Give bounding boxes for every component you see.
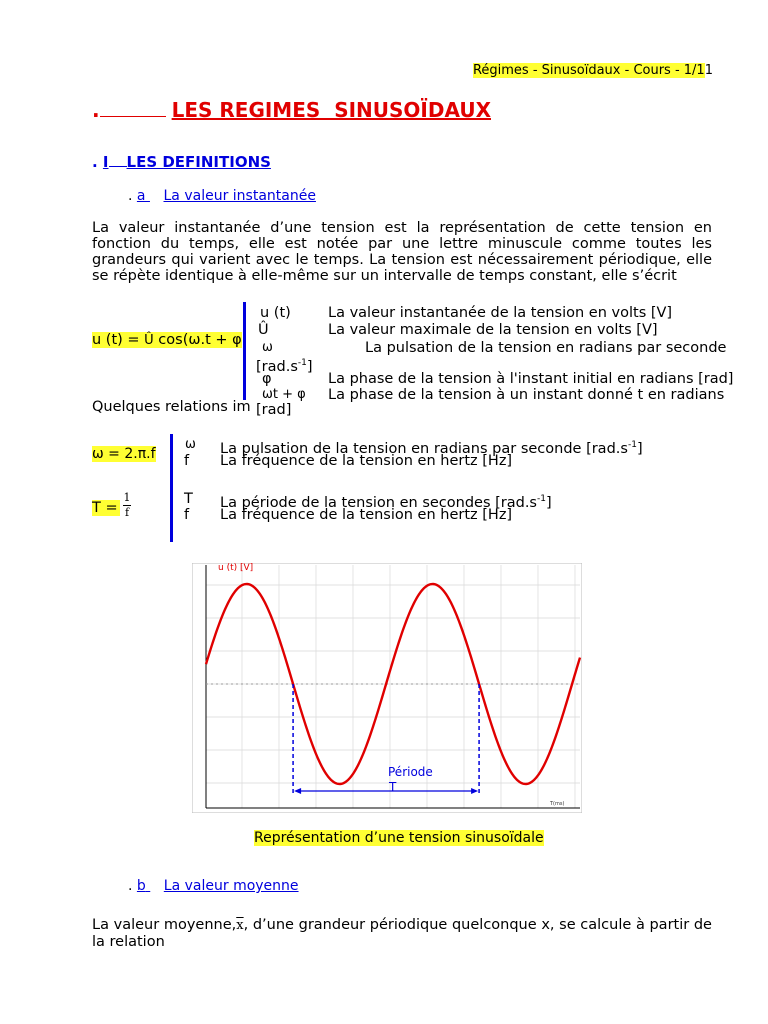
def-omega-text-0: La pulsation de la tension en radians par seconde $[rad.s^{-1}]$: [220, 440, 643, 457]
title-text: LES REGIMES SINUSOÏDAUX: [171, 98, 491, 122]
mean-symbol: $\overline{x}$: [236, 918, 244, 933]
definition-bar-omega: [170, 434, 173, 542]
sub-a-title: La valeur instantanée: [163, 188, 316, 204]
formula-t-left: T =: [92, 500, 118, 516]
sub-b-bullet: .: [128, 878, 137, 894]
def-u-symbol-2: ω: [262, 340, 273, 355]
sub-a-letter: a: [136, 188, 146, 204]
sine-figure: [192, 563, 582, 817]
mean-after: , d’une grandeur périodique quelconque x, se calcule à partir de la relation: [92, 917, 712, 950]
title-bullet: .: [92, 98, 100, 122]
relations-intro: Quelques relations im: [92, 399, 251, 415]
section-i-bullet: .: [92, 153, 103, 171]
formula-u-left: u (t) =: [92, 332, 145, 348]
subheading-b: [128, 878, 299, 894]
def-t-symbol-0: T: [184, 491, 193, 507]
running-header: [473, 63, 713, 78]
period-label-t: T: [389, 780, 397, 794]
formula-t-num: 1: [123, 491, 131, 504]
mean-before: La valeur moyenne,: [92, 917, 237, 933]
subheading-a: [128, 188, 316, 204]
def-omega-text-1: La fréquence de la tension en hertz [Hz]: [220, 453, 513, 469]
formula-t-fraction: [123, 491, 131, 519]
def-t-symbol-1: f: [184, 507, 190, 523]
section-i-gap: [109, 154, 127, 167]
formula-t-den: f: [124, 506, 130, 519]
def-u-text-5: La phase de la tension à un instant donné t en radians: [328, 387, 725, 403]
period-label: Période: [388, 765, 433, 779]
sub-b-gap: [146, 878, 164, 894]
figure-frame: [192, 563, 582, 813]
definition-bar-u: [243, 302, 246, 400]
def-u-text-0: La valeur instantanée de la tension en volts [V]: [328, 305, 673, 321]
sub-a-gap: [146, 188, 164, 204]
y-axis-label: u (t) [V]: [218, 563, 254, 573]
sub-b-letter: b: [136, 878, 146, 894]
x-axis-label: T(ms): [550, 801, 565, 807]
def-omega-symbol-1: f: [184, 453, 190, 469]
def-u-symbol-1: Û: [258, 322, 269, 338]
def-u-symbol-4: φ: [262, 371, 272, 387]
section-i-number: I: [102, 153, 109, 171]
sub-a-bullet: .: [128, 188, 137, 204]
def-u-symbol-3: $[rad.s^{-1}]$: [256, 358, 313, 375]
section-heading-i: [92, 153, 271, 171]
formula-u-hat: Û: [144, 333, 154, 348]
sine-plot: [192, 563, 582, 813]
formula-omega: ω = 2.π.f: [92, 446, 156, 462]
page-suffix: 1: [704, 63, 713, 78]
def-omega-symbol-0: ω: [185, 437, 196, 452]
def-u-symbol-6: [rad]: [256, 402, 292, 418]
formula-u-right: cos(ω.t + φ: [153, 332, 242, 348]
formula-t: [92, 500, 120, 516]
def-u-symbol-5: ωt + φ: [262, 387, 306, 402]
def-t-text-0: La période de la tension en secondes $[rad.s^{-1}]$: [220, 494, 552, 511]
main-title: [92, 98, 491, 122]
intro-paragraph: La valeur instantanée d’une tension est la représentation de cette tension en fonction du temps, elle est notée par une lettre minuscule comme toutes les grandeurs qui varient avec le temps. La tension est nécessairement périodique, elle se répète identique à elle-même sur un intervalle de temps constant, elle s’écrit: [92, 220, 712, 284]
mean-paragraph: [92, 917, 712, 950]
section-i-title: LES DEFINITIONS: [126, 153, 271, 171]
sub-b-title: La valeur moyenne: [163, 878, 299, 894]
title-underline-gap: [100, 102, 166, 117]
formula-u: [92, 332, 242, 348]
def-u-text-4: La phase de la tension à l'instant initial en radians [rad]: [328, 371, 734, 387]
figure-caption: Représentation d’une tension sinusoïdale: [254, 830, 544, 846]
def-t-text-1: La fréquence de la tension en hertz [Hz]: [220, 507, 513, 523]
def-u-symbol-0: u (t): [260, 305, 291, 321]
def-u-text-2: La pulsation de la tension en radians par seconde: [365, 340, 727, 356]
def-u-text-1: La valeur maximale de la tension en volts [V]: [328, 322, 658, 338]
running-title: Régimes - Sinusoïdaux - Cours - 1/1: [472, 63, 705, 78]
